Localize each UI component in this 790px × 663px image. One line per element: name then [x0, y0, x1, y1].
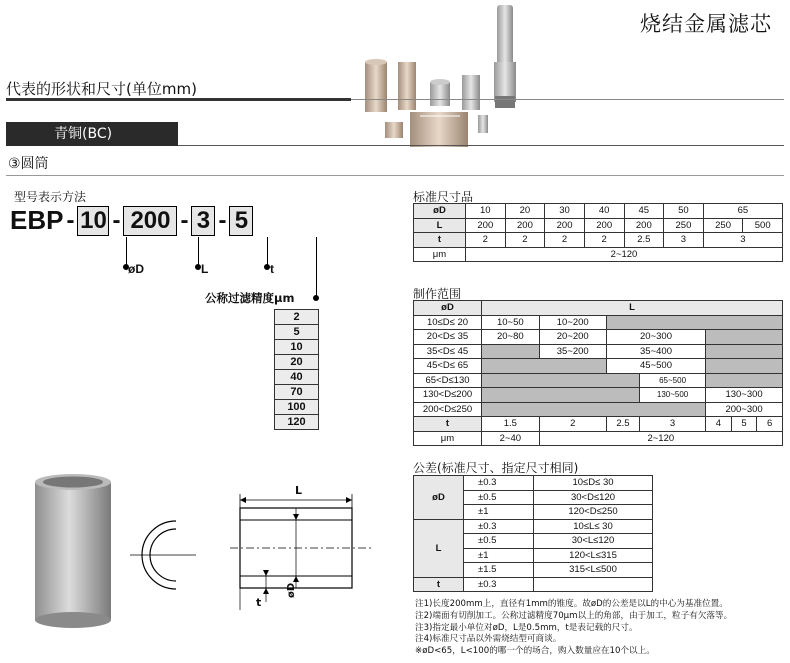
cell: 2: [584, 233, 624, 248]
cell: 30: [545, 204, 585, 219]
col-header: L: [482, 301, 783, 316]
cell: 6: [757, 417, 783, 432]
cell: 200: [624, 218, 664, 233]
row-label: 130<D≤200: [414, 388, 482, 403]
cell: 2.5: [624, 233, 664, 248]
cell: 20~80: [482, 330, 540, 345]
model-label-od: øD: [128, 262, 144, 276]
cell: 315<L≤500: [534, 563, 653, 578]
cell: 2: [545, 233, 585, 248]
tolerance-table: [413, 475, 653, 592]
drawing-label-od: øD: [286, 582, 297, 598]
drawing-label-l: L: [295, 484, 303, 497]
tolerance-title: 公差(标准尺寸、指定尺寸相同): [413, 461, 579, 475]
row-label: 200<D≤250: [414, 402, 482, 417]
precision-option: 40: [275, 370, 319, 385]
lead-line: [126, 237, 127, 266]
cell: 3: [703, 233, 782, 248]
range-table: [413, 300, 783, 446]
precision-option: 100: [275, 400, 319, 415]
product-photo: [350, 0, 540, 150]
cell: 4: [706, 417, 732, 432]
row-label: t: [414, 577, 464, 592]
lead-line: [316, 237, 317, 297]
cell: 10~50: [482, 315, 540, 330]
divider: [6, 175, 784, 176]
row-label: μm: [414, 247, 466, 262]
cell: 130~300: [706, 388, 783, 403]
cell: 200: [466, 218, 506, 233]
cell: 45~500: [606, 359, 705, 374]
cell: 35~200: [539, 344, 606, 359]
cell: 200: [505, 218, 545, 233]
note: 注4)标准尺寸品以外需烧结型可商谈。: [415, 634, 562, 645]
cell: ±0.5: [464, 490, 534, 505]
cell: ±0.3: [464, 476, 534, 491]
lead-dot: [313, 295, 319, 301]
cell: 65: [703, 204, 782, 219]
cell: 3: [664, 233, 704, 248]
row-label: L: [414, 218, 466, 233]
cell: 50: [664, 204, 704, 219]
cell: ±0.5: [464, 534, 534, 549]
model-section-title: 型号表示方法: [14, 190, 87, 204]
lead-line: [198, 237, 199, 266]
row-label: μm: [414, 431, 482, 446]
page-title: 烧结金属滤芯: [640, 12, 772, 36]
model-part-l: 200: [123, 206, 177, 236]
cell: 2~120: [466, 247, 783, 262]
cell: 2~120: [539, 431, 782, 446]
precision-option: 70: [275, 385, 319, 400]
precision-option: 10: [275, 340, 319, 355]
model-dash: -: [218, 206, 227, 234]
cell: 200~300: [706, 402, 783, 417]
cell: ±0.3: [464, 577, 534, 592]
row-label: øD: [414, 204, 466, 219]
row-label: 10≤D≤ 20: [414, 315, 482, 330]
cell: 20~200: [539, 330, 606, 345]
cell: ±1.5: [464, 563, 534, 578]
model-part-um: 5: [229, 206, 253, 236]
cell: 1.5: [482, 417, 540, 432]
cell: ±0.3: [464, 519, 534, 534]
subheading: 代表的形状和尺寸(单位mm): [6, 80, 197, 98]
row-label: 35<D≤ 45: [414, 344, 482, 359]
cell: 500: [743, 218, 783, 233]
cell: 2~40: [482, 431, 540, 446]
precision-option: 5: [275, 325, 319, 340]
note: ※øD<65，L<100的哪一个的场合，购入数量应在10个以上。: [415, 646, 655, 657]
model-dash: -: [66, 206, 75, 234]
model-label-um: 公称过滤精度μm: [205, 291, 295, 305]
cell: 5: [731, 417, 757, 432]
cell: 130~500: [639, 388, 705, 403]
range-title: 制作范围: [413, 287, 462, 301]
note: 注1)长度200mm上，直径有1mm的锥度。故øD的公差是以L的中心为基准位置。: [415, 599, 728, 609]
note: 注3)指定最小单位对øD，L是0.5mm，t是表记载的尺寸。: [415, 622, 638, 633]
row-label: 45<D≤ 65: [414, 359, 482, 374]
model-part-t: 3: [191, 206, 215, 236]
cell: 2: [539, 417, 606, 432]
precision-option: 20: [275, 355, 319, 370]
cell: 250: [703, 218, 743, 233]
cell: 10≤L≤ 30: [534, 519, 653, 534]
material-banner: 青铜(BC): [6, 122, 178, 146]
model-label-t: t: [270, 262, 274, 276]
cell: 3: [639, 417, 705, 432]
row-label: t: [414, 417, 482, 432]
col-header: øD: [414, 301, 482, 316]
cell: 10~200: [539, 315, 606, 330]
row-label: L: [414, 519, 464, 577]
row-label: 65<D≤130: [414, 373, 482, 388]
precision-option: 120: [275, 415, 319, 430]
divider: [351, 99, 784, 100]
row-label: t: [414, 233, 466, 248]
precision-option: 2: [275, 310, 319, 325]
cylinder-illustration: [25, 468, 125, 638]
side-view-drawing: [128, 515, 198, 595]
cell: 30<L≤120: [534, 534, 653, 549]
cell: 120<L≤315: [534, 548, 653, 563]
cell: 65~500: [639, 373, 705, 388]
note: 注2)端面有切削加工。公称过滤精度70μm以上的角部，由于加工，粒子有欠落等。: [415, 610, 733, 621]
divider: [6, 98, 351, 101]
standard-table: [413, 203, 783, 262]
cell: 120<D≤250: [534, 505, 653, 520]
cell: 10≤D≤ 30: [534, 476, 653, 491]
cell: ±1: [464, 548, 534, 563]
model-part-od: 10: [77, 206, 109, 236]
row-label: øD: [414, 476, 464, 520]
cell: 35~400: [606, 344, 705, 359]
cell: ±1: [464, 505, 534, 520]
cell: 40: [584, 204, 624, 219]
drawing-label-t: t: [256, 596, 262, 609]
lead-line: [267, 237, 268, 266]
model-prefix: EBP: [10, 205, 64, 235]
cell: 200: [584, 218, 624, 233]
row-label: 20<D≤ 35: [414, 330, 482, 345]
standard-title: 标准尺寸品: [413, 190, 474, 204]
model-dash: -: [180, 206, 189, 234]
model-code: [10, 205, 253, 236]
shape-label: ③圆筒: [8, 156, 49, 172]
cell: 20~300: [606, 330, 705, 345]
precision-table: [274, 309, 319, 430]
notes: [415, 599, 732, 658]
cell: 30<D≤120: [534, 490, 653, 505]
cell: 2.5: [606, 417, 639, 432]
cell: 2: [466, 233, 506, 248]
model-dash: -: [112, 206, 121, 234]
model-label-l: L: [201, 262, 209, 276]
cell: 10: [466, 204, 506, 219]
cell: 45: [624, 204, 664, 219]
section-drawing: [226, 480, 376, 620]
cell: 2: [505, 233, 545, 248]
divider: [178, 145, 784, 146]
cell: 20: [505, 204, 545, 219]
cell: 200: [545, 218, 585, 233]
cell: 250: [664, 218, 704, 233]
